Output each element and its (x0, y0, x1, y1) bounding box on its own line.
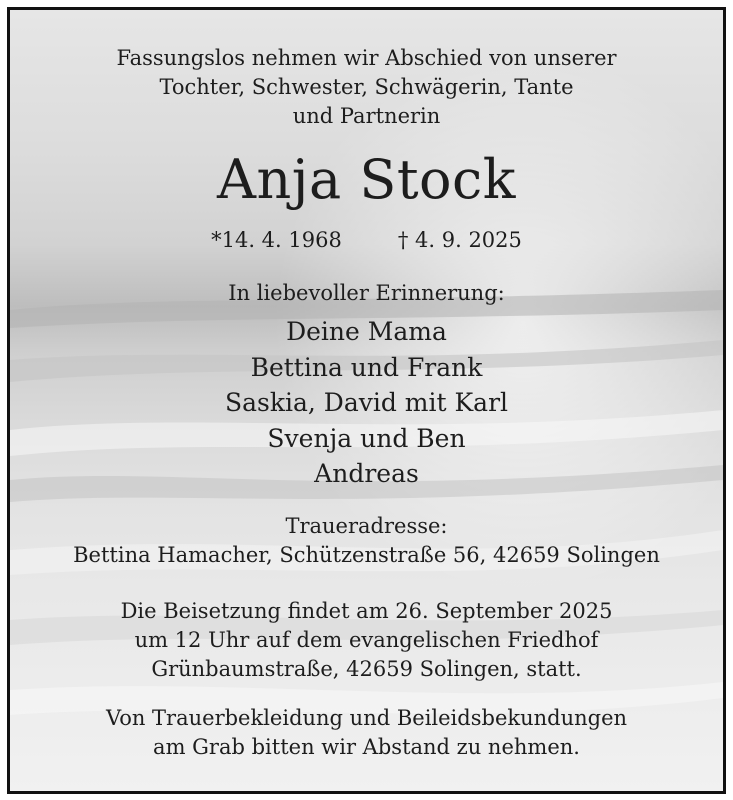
intro-line-3: und Partnerin (292, 104, 441, 128)
deceased-name: Anja Stock (216, 148, 517, 211)
notice-text (10, 10, 723, 791)
family-member: Bettina und Frank (250, 352, 483, 382)
family-member: Svenja und Ben (267, 423, 466, 453)
family-member: Deine Mama (286, 317, 447, 346)
life-dates (10, 228, 723, 252)
family-member: Saskia, David mit Karl (224, 388, 509, 417)
birth-date: *14. 4. 1968 (211, 228, 342, 252)
intro-line-1: Fassungslos nehmen wir Abschied von unserer (116, 46, 617, 70)
funeral-line-1: Die Beisetzung findet am 26. September 2025 (120, 599, 613, 623)
request-line-2: am Grab bitten wir Abstand zu nehmen. (153, 735, 580, 759)
funeral-line-2: um 12 Uhr auf dem evangelischen Friedhof (134, 628, 599, 652)
mourning-address: Bettina Hamacher, Schützenstraße 56, 42659 Solingen (73, 543, 660, 567)
request-line-1: Von Trauerbekleidung und Beileidsbekundungen (105, 706, 628, 730)
death-date: † 4. 9. 2025 (397, 228, 522, 252)
obituary-notice (7, 7, 726, 794)
funeral-line-3: Grünbaumstraße, 42659 Solingen, statt. (151, 657, 582, 681)
family-member: Andreas (314, 459, 419, 488)
address-heading: Traueradresse: (285, 514, 448, 538)
intro-line-2: Tochter, Schwester, Schwägerin, Tante (159, 75, 574, 99)
memory-heading: In liebevoller Erinnerung: (228, 281, 505, 305)
